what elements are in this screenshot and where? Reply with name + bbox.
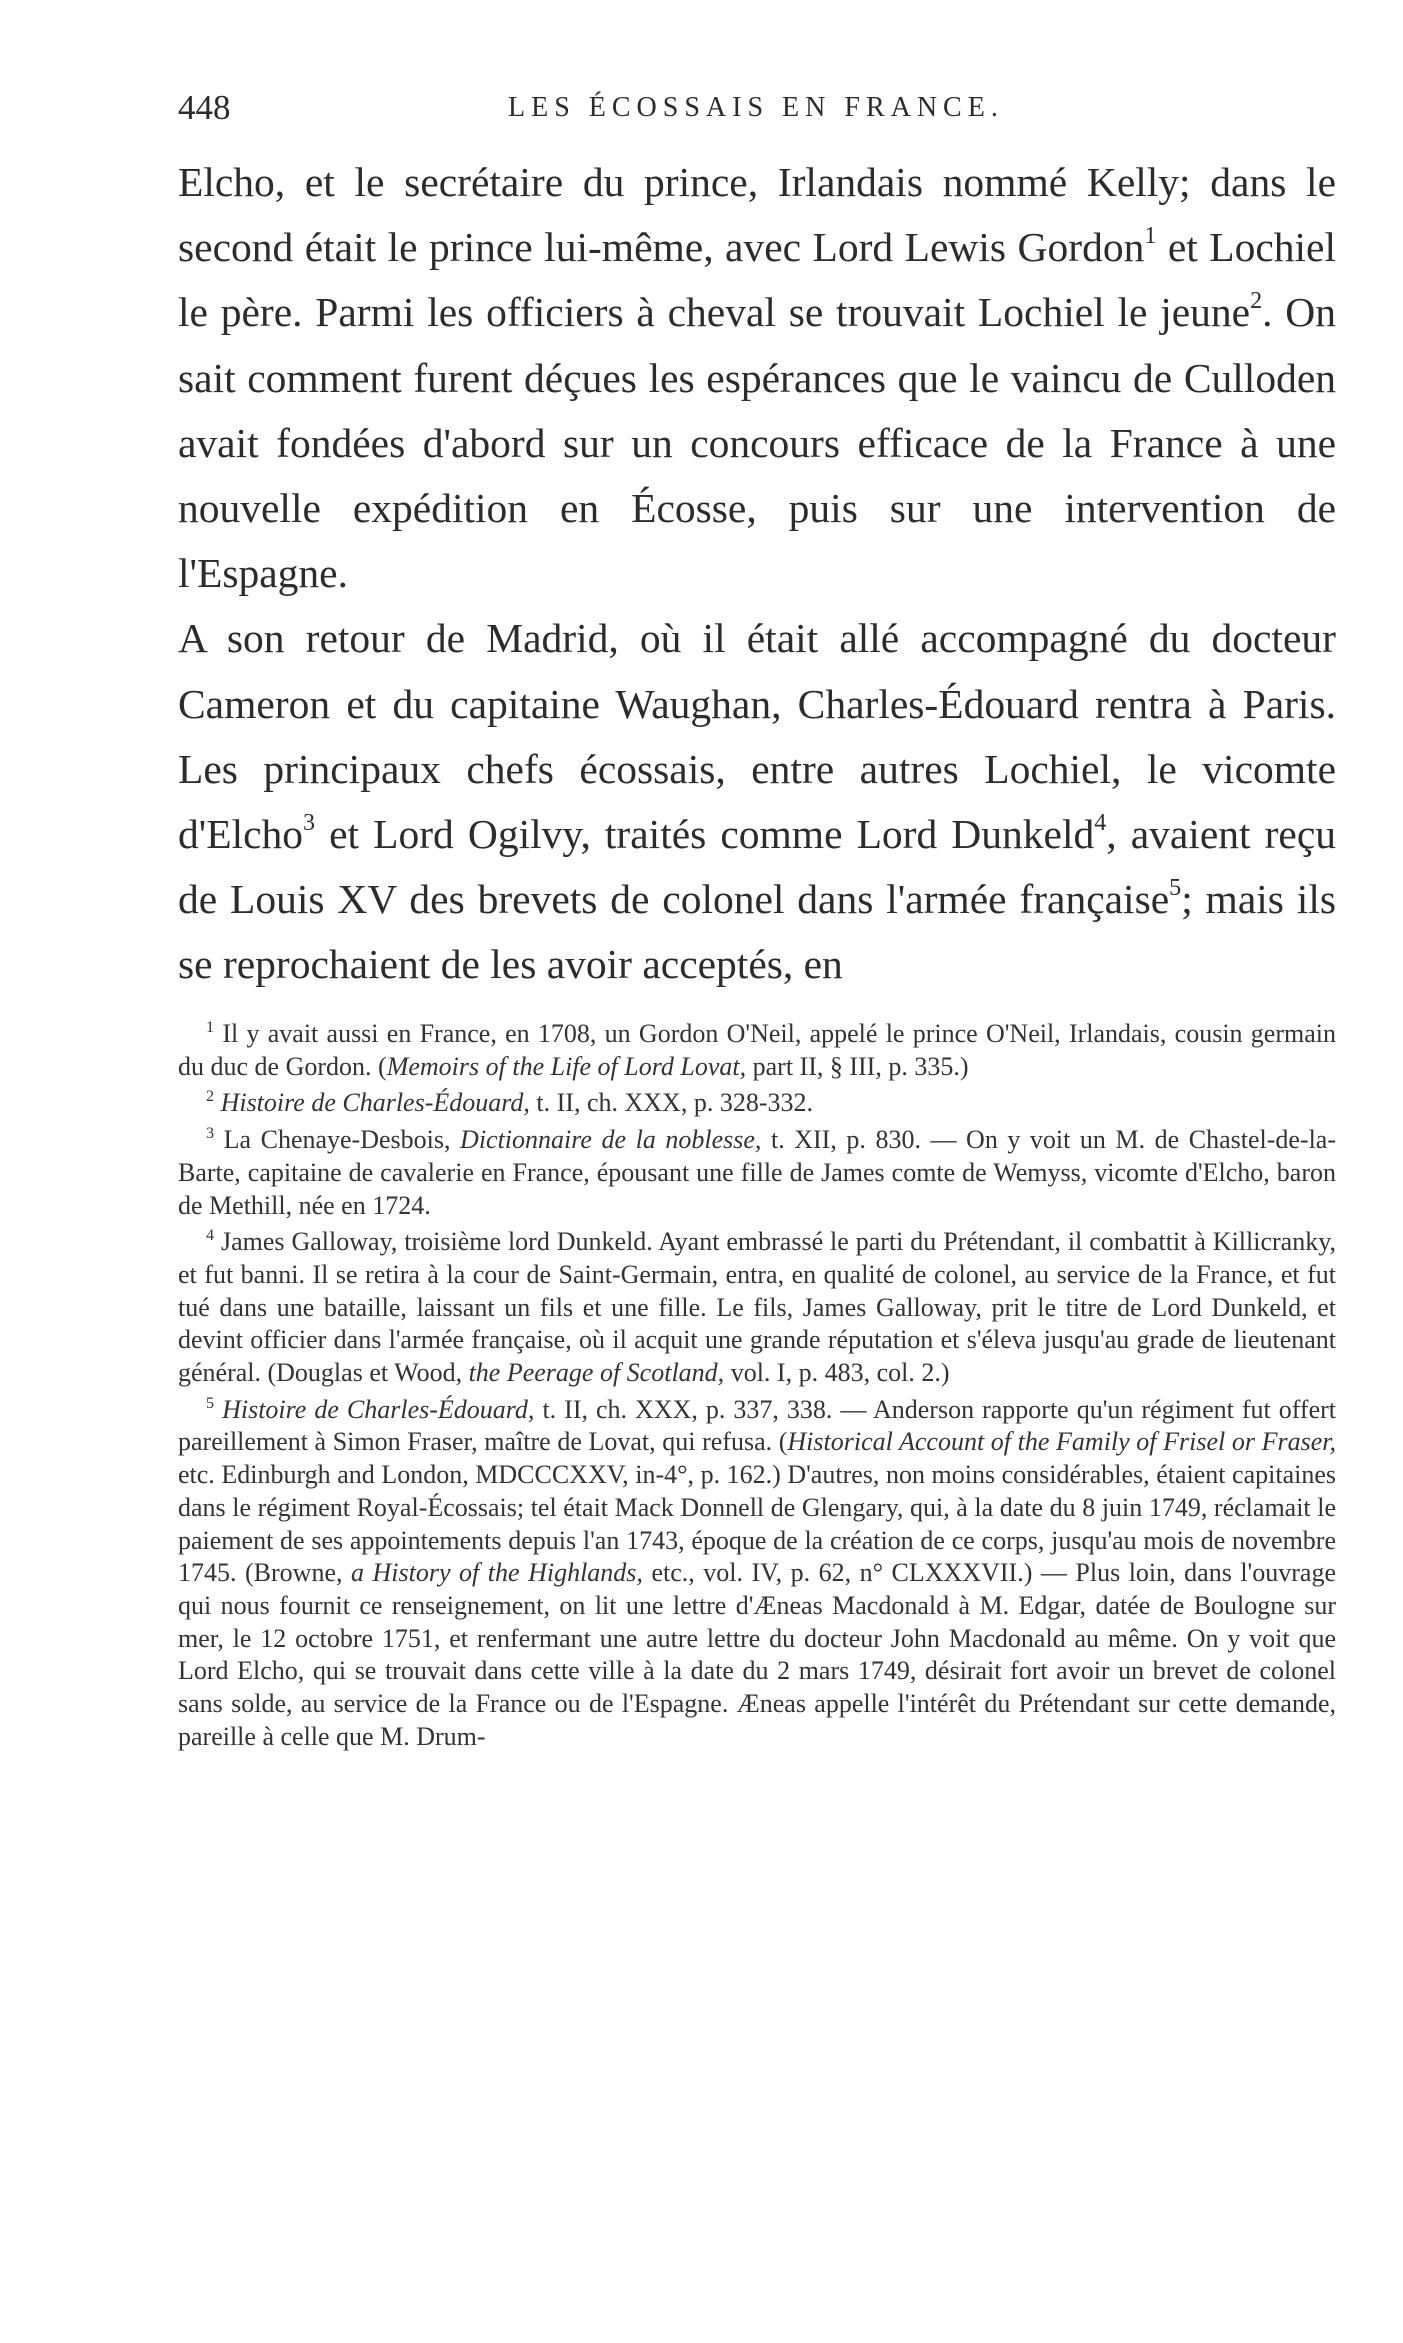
- page-header: [178, 88, 1328, 138]
- paragraph-2: A son retour de Madrid, où il était allé accompagné du docteur Cameron et du capitaine Waughan, Charles-Édouard rentra à Paris. Les principaux chefs écossais, entre autres Lochiel, le vicomte d'Elcho$^3$ et Lord Ogilvy, traités comme Lord Dunkeld$^4$, avaient reçu de Louis XV des brevets de colonel dans l'armée française$^5$; mais ils se reprochaient de les avoir acceptés, en: [178, 615, 1336, 988]
- footnote-ref-1: 1: [1144, 223, 1157, 250]
- footnote-4: $^4$ James Galloway, troisième lord Dunkeld. Ayant embrassé le parti du Prétendant, il combattit à Killicranky, et fut banni. Il se retira à la cour de Saint-Germain, entra, en qualité de colonel, au service de la France, et fut tué dans une bataille, laissant un fils et une fille. Le fils, James Galloway, prit le titre de Lord Dunkeld, et devint officier dans l'armée française, où il acquit une grande réputation et s'éleva jusqu'au grade de lieutenant général. (Douglas et Wood, the Peerage of Scotland, vol. I, p. 483, col. 2.): [178, 1227, 1337, 1388]
- footnote-ref-5: 5: [1169, 875, 1182, 902]
- page-number: 448: [178, 88, 231, 127]
- main-text: [178, 150, 1336, 998]
- footnote-ref-3: 3: [303, 809, 316, 836]
- paragraph-1: Elcho, et le secrétaire du prince, Irlandais nommé Kelly; dans le second était le prince lui-même, avec Lord Lewis Gordon$^1$ et Lochiel le père. Parmi les officiers à cheval se trouvait Lochiel le jeune$^2$. On sait comment furent déçues les espérances que le vaincu de Culloden avait fondées d'abord sur un concours efficace de la France à une nouvelle expédition en Écosse, puis sur une intervention de l'Espagne.: [178, 159, 1336, 597]
- footnotes: [178, 1018, 1336, 1753]
- footnote-ref-2: 2: [1250, 288, 1263, 315]
- footnote-5: $^5$ Histoire de Charles-Édouard, t. II, ch. XXX, p. 337, 338. — Anderson rapporte qu'un régiment fut offert pareillement à Simon Fraser, maître de Lovat, qui refusa. (Historical Account of the Family of Frisel or Fraser, etc. Edinburgh and London, MDCCCXXV, in-4°, p. 162.) D'autres, non moins considérables, étaient capitaines dans le régiment Royal-Écossais; tel était Mack Donnell de Glengary, qui, à la date du 8 juin 1749, réclamait le paiement de ses appointements depuis l'an 1743, époque de la création de ce corps, jusqu'au mois de novembre 1745. (Browne, a History of the Highlands, etc., vol. IV, p. 62, n° CLXXXVII.) — Plus loin, dans l'ouvrage qui nous fournit ce renseignement, on lit une lettre d'Æneas Macdonald à M. Edgar, datée de Boulogne sur mer, le 12 octobre 1751, et renfermant une autre lettre du docteur John Macdonald au même. On y voit que Lord Elcho, qui se trouvait dans cette ville à la date du 2 mars 1749, désirait fort avoir un brevet de colonel sans solde, au service de la France ou de l'Espagne. Æneas appelle l'intérêt du Prétendant sur cette demande, pareille à celle que M. Drum-: [178, 1394, 1337, 1751]
- footnote-3: $^3$ La Chenaye-Desbois, Dictionnaire de la noblesse, t. XII, p. 830. — On y voit un M. de Chastel-de-la-Barte, capitaine de cavalerie en France, épousant une fille de James comte de Wemyss, vicomte d'Elcho, baron de Methill, née en 1724.: [178, 1125, 1337, 1220]
- footnote-ref-4: 4: [1094, 809, 1107, 836]
- running-title: LES ÉCOSSAIS EN FRANCE.: [508, 92, 1004, 123]
- footnote-2: $^2$ Histoire de Charles-Édouard, t. II, ch. XXX, p. 328-332.: [206, 1088, 813, 1118]
- footnote-1: $^1$ Il y avait aussi en France, en 1708, un Gordon O'Neil, appelé le prince O'Neil, Irlandais, cousin germain du duc de Gordon. (Memoirs of the Life of Lord Lovat, part II, § III, p. 335.): [178, 1019, 1336, 1081]
